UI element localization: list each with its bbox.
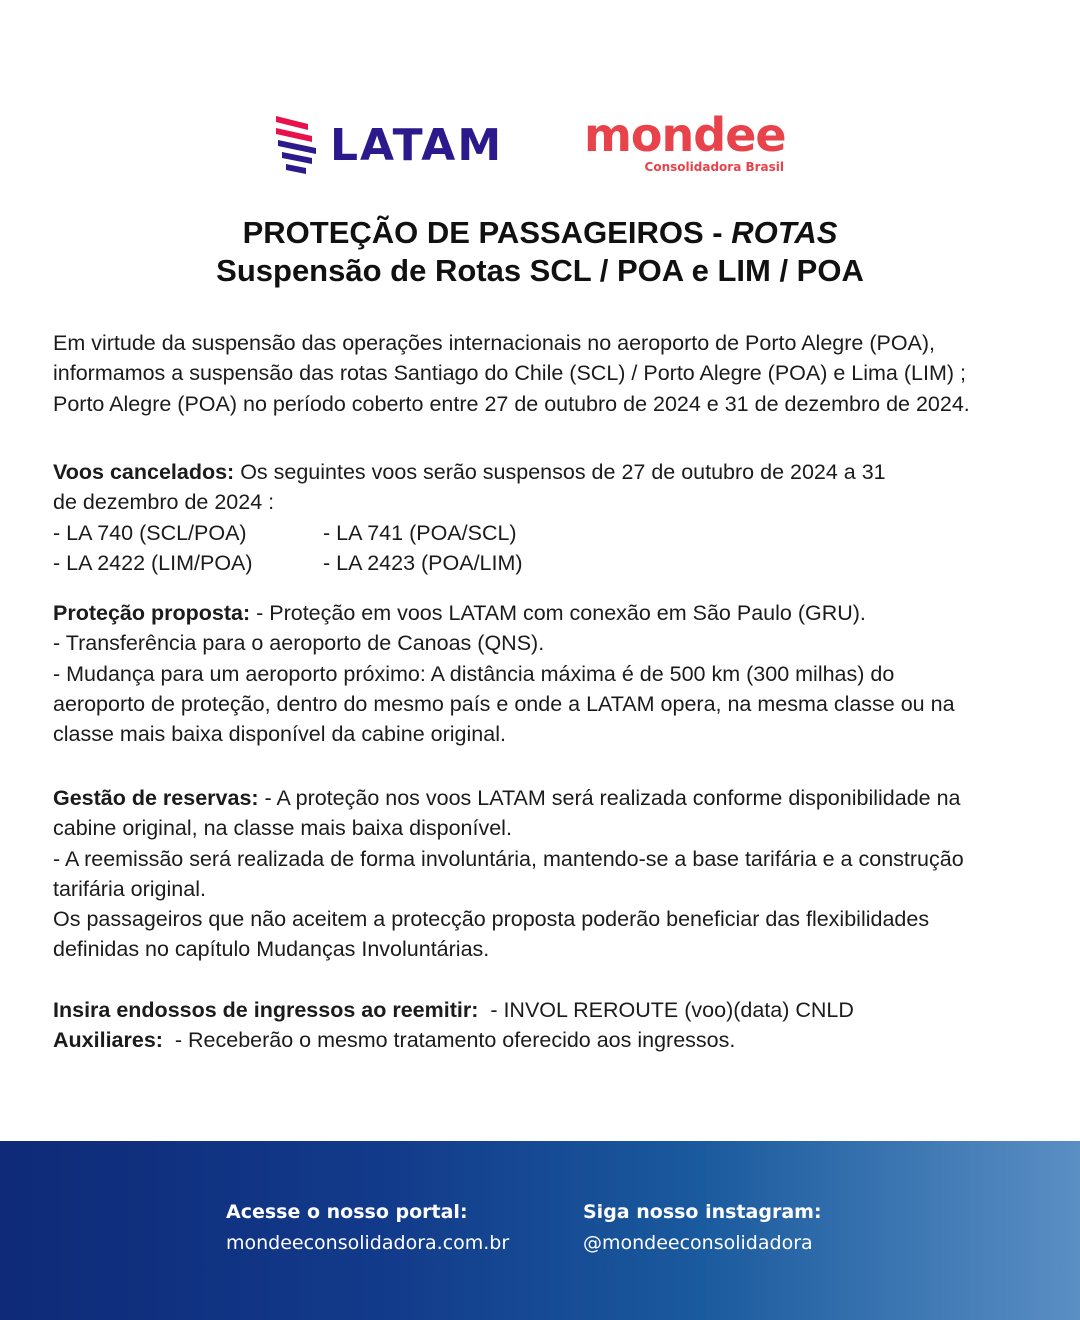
latam-wordmark: LATAM (330, 119, 504, 171)
protection-line: aeroporto de proteção, dentro do mesmo país e onde a LATAM opera, na mesma classe ou na (53, 691, 955, 716)
notice-body (53, 328, 1043, 1053)
footer-banner (0, 1141, 1080, 1320)
bookings-line: cabine original, na classe mais baixa disponível. (53, 816, 512, 841)
protection-line: classe mais baixa disponível da cabine original. (53, 722, 506, 747)
bookings-line: Os passageiros que não aceitem a protecção proposta poderão beneficiar das flexibilidades (53, 907, 930, 932)
portal-block (226, 1197, 509, 1259)
instagram-block (583, 1197, 822, 1259)
protection-label: Proteção proposta: (53, 601, 251, 625)
bookings-line: - A reemissão será realizada de forma involuntária, mantendo-se a base tarifária e a construção (53, 846, 964, 871)
protection-line: - Mudança para um aeroporto próximo: A distância máxima é de 500 km (300 milhas) do (53, 661, 895, 686)
latam-logo (276, 114, 503, 176)
logo-bar (0, 108, 1080, 188)
mondee-logo (584, 108, 794, 174)
flight-item: - LA 2422 (LIM/POA) (53, 550, 253, 575)
intro-line: Em virtude da suspensão das operações internacionais no aeroporto de Porto Alegre (POA), (53, 331, 936, 355)
flight-row (53, 518, 1043, 548)
cancelled-text-2: de dezembro de 2024 : (53, 490, 275, 515)
bookings-section (53, 783, 1043, 965)
title-line-1 (0, 214, 1080, 252)
portal-link[interactable]: mondeeconsolidadora.com.br (226, 1232, 510, 1254)
auxiliaries-label: Auxiliares: (53, 1028, 163, 1053)
endorsement-label: Insira endossos de ingressos ao reemitir: (53, 998, 479, 1022)
endorsement-section (53, 995, 1043, 1056)
title-main: PROTEÇÃO DE PASSAGEIROS - (242, 215, 732, 250)
cancelled-flights-section (53, 457, 1043, 578)
bookings-line: tarifária original. (53, 876, 206, 901)
bookings-label: Gestão de reservas: (53, 786, 259, 810)
flight-item: - LA 2423 (POA/LIM) (323, 550, 523, 575)
protection-text: - Proteção em voos LATAM com conexão em São Paulo (GRU). (250, 601, 866, 625)
title-line-2: Suspensão de Rotas SCL / POA e LIM / POA (216, 253, 864, 288)
mondee-subtitle: Consolidadora Brasil (644, 160, 784, 174)
mondee-wordmark: mondee (584, 108, 786, 162)
page-title (0, 214, 1080, 290)
flight-item: - LA 740 (SCL/POA) (53, 520, 247, 545)
title-italic: ROTAS (731, 215, 838, 250)
protection-section (53, 598, 1043, 749)
endorsement-text: - INVOL REROUTE (voo)(data) CNLD (478, 998, 854, 1022)
flight-item: - LA 741 (POA/SCL) (323, 520, 517, 545)
instagram-link[interactable]: @mondeeconsolidadora (583, 1232, 813, 1254)
cancelled-text: Os seguintes voos serão suspensos de 27 de outubro de 2024 a 31 (234, 460, 886, 484)
flight-row (53, 548, 1043, 578)
intro-line: informamos a suspensão das rotas Santiago do Chile (SCL) / Porto Alegre (POA) e Lima (LIM) ; (53, 361, 966, 386)
instagram-heading: Siga nosso instagram: (583, 1201, 822, 1223)
intro-line: Porto Alegre (POA) no período coberto entre 27 de outubro de 2024 e 31 de dezembro de 2024. (53, 391, 970, 416)
bookings-text: - A proteção nos voos LATAM será realizada conforme disponibilidade na (258, 786, 961, 810)
cancelled-label: Voos cancelados: (53, 460, 235, 484)
latam-mark-icon (276, 114, 318, 176)
protection-line: - Transferência para o aeroporto de Canoas (QNS). (53, 631, 545, 656)
portal-heading: Acesse o nosso portal: (226, 1201, 468, 1223)
auxiliaries-text: - Receberão o mesmo tratamento oferecido aos ingressos. (162, 1028, 736, 1053)
bookings-line: definidas no capítulo Mudanças Involuntárias. (53, 937, 490, 962)
intro-paragraph (53, 328, 1043, 419)
